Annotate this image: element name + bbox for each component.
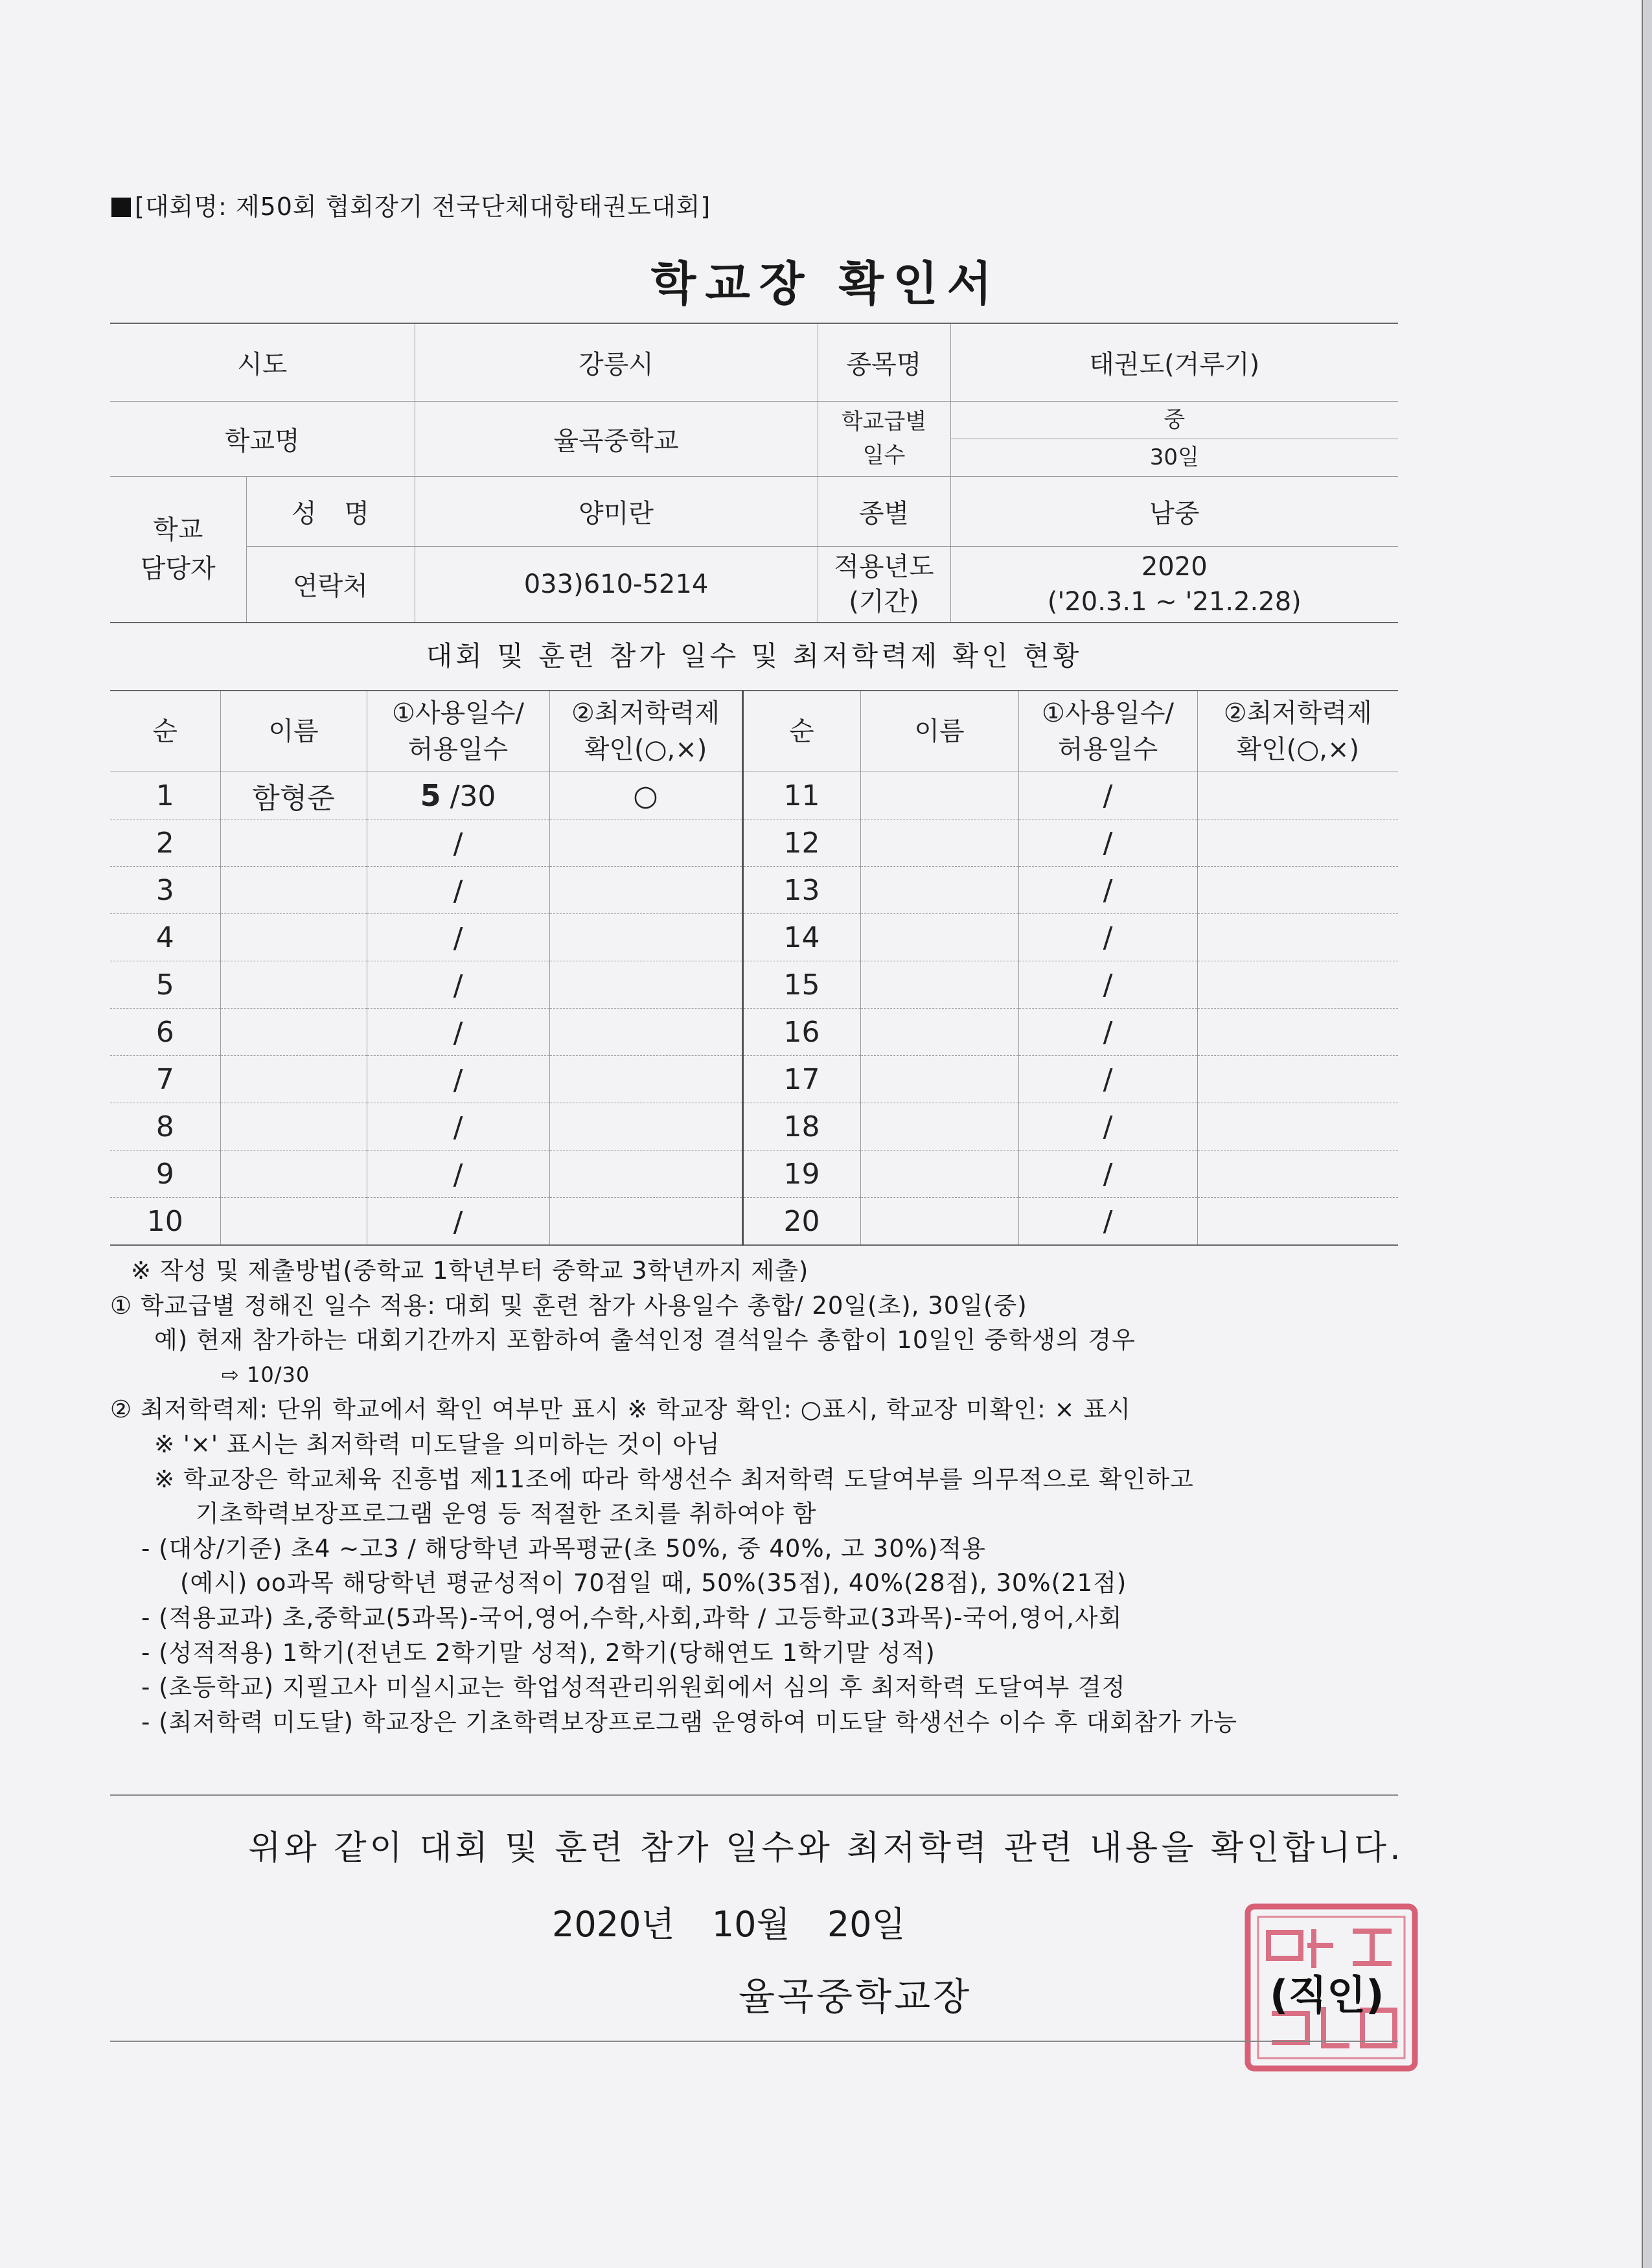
row-name-right <box>860 1009 1018 1056</box>
table-row <box>110 914 1398 961</box>
division-label: 종별 <box>818 476 950 546</box>
row-check-right <box>1197 1198 1398 1246</box>
row-days-right: / <box>1018 1103 1197 1151</box>
row-days-allowed: / <box>453 1016 463 1049</box>
table-row <box>110 1056 1398 1103</box>
sido-value: 강릉시 <box>415 323 818 401</box>
row-name: 함형준 <box>220 772 367 819</box>
row-days <box>367 1198 549 1246</box>
row-days-right: / <box>1018 1009 1197 1056</box>
row-no: 10 <box>110 1198 220 1246</box>
table-row <box>110 819 1398 867</box>
level-value: 중 <box>950 401 1398 439</box>
row-no-right: 13 <box>742 867 860 914</box>
table-row <box>110 1103 1398 1151</box>
row-name <box>220 867 367 914</box>
page-edge-line <box>1642 0 1643 2268</box>
row-days-right: / <box>1018 914 1197 961</box>
note-line: ② 최저학력제: 단위 학교에서 확인 여부만 표시 ※ 학교장 확인: ○표시, 학교장 미확인: × 표시 <box>110 1395 1131 1424</box>
row-no: 2 <box>110 819 220 867</box>
notes <box>110 1254 1406 1739</box>
seal-label: (직인) <box>1270 1971 1384 2019</box>
note-line: - (성적적용) 1학기(전년도 2학기말 성적), 2학기(당해연도 1학기말 성적) <box>141 1638 935 1667</box>
sido-label: 시도 <box>110 323 415 401</box>
row-name-right <box>860 1198 1018 1246</box>
row-name-right <box>860 1151 1018 1198</box>
row-no-right: 12 <box>742 819 860 867</box>
date-day: 20일 <box>827 1904 906 1945</box>
row-name <box>220 1151 367 1198</box>
note-line: - (초등학교) 지필고사 미실시교는 학업성적관리위원회에서 심의 후 최저학력 도달여부 결정 <box>141 1673 1126 1702</box>
row-check <box>549 1198 742 1246</box>
row-days-allowed: / <box>453 875 463 908</box>
event-name-text: [대회명: 제50회 협회장기 전국단체대항태권도대회] <box>135 192 711 221</box>
division-value: 남중 <box>950 476 1398 546</box>
table-row <box>110 772 1398 819</box>
note-line: ① 학교급별 정해진 일수 적용: 대회 및 훈련 참가 사용일수 총합/ 20일(초), 30일(중) <box>110 1291 1027 1320</box>
row-days-right: / <box>1018 867 1197 914</box>
row-days-used: 5 <box>420 778 441 813</box>
info-table <box>110 323 1398 623</box>
period-label: 적용년도 (기간) <box>818 546 950 623</box>
row-name-right <box>860 961 1018 1009</box>
row-check-right <box>1197 819 1398 867</box>
row-no: 1 <box>110 772 220 819</box>
row-name <box>220 914 367 961</box>
row-check-right <box>1197 1009 1398 1056</box>
row-no: 5 <box>110 961 220 1009</box>
section-title: 대회 및 훈련 참가 일수 및 최저학력제 확인 현황 <box>426 640 1083 672</box>
row-days-allowed: / <box>453 1158 463 1191</box>
row-check <box>549 1009 742 1056</box>
date-year: 2020년 <box>552 1904 675 1945</box>
row-check <box>549 819 742 867</box>
row-days-right: / <box>1018 1198 1197 1246</box>
row-days-right: / <box>1018 1056 1197 1103</box>
row-days <box>367 914 549 961</box>
row-days-right: / <box>1018 961 1197 1009</box>
name-label: 성 명 <box>246 476 415 546</box>
header-name: 이름 <box>220 691 367 772</box>
row-days <box>367 1009 549 1056</box>
divider <box>110 1794 1398 1796</box>
row-days-allowed: / <box>453 922 463 955</box>
note-line: 예) 현재 참가하는 대회기간까지 포함하여 출석인정 결석일수 총합이 10일인 중학생의 경우 <box>154 1326 1136 1355</box>
row-days-allowed: / <box>453 827 463 860</box>
divider <box>110 2041 1398 2042</box>
event-name <box>111 187 711 222</box>
row-no: 9 <box>110 1151 220 1198</box>
row-check-right <box>1197 867 1398 914</box>
note-line: ※ 학교장은 학교체육 진흥법 제11조에 따라 학생선수 최저학력 도달여부를 의무적으로 확인하고 <box>154 1465 1194 1493</box>
row-check-right <box>1197 914 1398 961</box>
page-title: 학교장 확인서 <box>650 257 1002 311</box>
name-value: 양미란 <box>415 476 818 546</box>
header-days-right: ①사용일수/ 허용일수 <box>1018 691 1197 772</box>
school-value: 율곡중학교 <box>415 401 818 476</box>
note-line: 기초학력보장프로그램 운영 등 적절한 조치를 취하여야 함 <box>196 1500 817 1528</box>
row-no-right: 20 <box>742 1198 860 1246</box>
header-no-right: 순 <box>742 691 860 772</box>
header-name-right: 이름 <box>860 691 1018 772</box>
row-check: ○ <box>549 772 742 819</box>
row-no-right: 14 <box>742 914 860 961</box>
row-check-right <box>1197 772 1398 819</box>
manager-label: 학교 담당자 <box>110 476 246 623</box>
note-line: ⇨ 10/30 <box>222 1362 310 1387</box>
table-row <box>110 867 1398 914</box>
header-days: ①사용일수/ 허용일수 <box>367 691 549 772</box>
row-name <box>220 819 367 867</box>
row-name-right <box>860 1056 1018 1103</box>
row-name <box>220 1103 367 1151</box>
row-name-right <box>860 772 1018 819</box>
row-days <box>367 819 549 867</box>
note-line: ※ '×' 표시는 최저학력 미도달을 의미하는 것이 아님 <box>154 1430 720 1458</box>
note-line: - (대상/기준) 초4 ~고3 / 해당학년 과목평균(초 50%, 중 40%, 고 30%)적용 <box>141 1534 986 1563</box>
row-no-right: 15 <box>742 961 860 1009</box>
header-min: ②최저학력제 확인(○,×) <box>549 691 742 772</box>
row-no-right: 19 <box>742 1151 860 1198</box>
row-no-right: 16 <box>742 1009 860 1056</box>
row-days-allowed: /30 <box>450 780 496 813</box>
row-check <box>549 1103 742 1151</box>
period-value: 2020 ('20.3.1 ~ '21.2.28) <box>950 546 1398 623</box>
row-check-right <box>1197 1103 1398 1151</box>
sport-label: 종목명 <box>818 323 950 401</box>
roster-table <box>110 690 1398 1246</box>
row-check <box>549 867 742 914</box>
row-name-right <box>860 819 1018 867</box>
sport-value: 태권도(겨루기) <box>950 323 1398 401</box>
row-no-right: 18 <box>742 1103 860 1151</box>
row-no: 6 <box>110 1009 220 1056</box>
row-name-right <box>860 1103 1018 1151</box>
row-check <box>549 961 742 1009</box>
row-name <box>220 961 367 1009</box>
row-days-right: / <box>1018 1151 1197 1198</box>
row-no-right: 17 <box>742 1056 860 1103</box>
row-days-allowed: / <box>453 1206 463 1239</box>
row-no: 3 <box>110 867 220 914</box>
row-check-right <box>1197 1151 1398 1198</box>
table-row <box>110 961 1398 1009</box>
level-label: 학교급별 일수 <box>818 401 950 476</box>
signer: 율곡중학교장 <box>739 1975 972 2019</box>
table-row <box>110 1198 1398 1246</box>
row-days-allowed: / <box>453 969 463 1002</box>
row-check-right <box>1197 1056 1398 1103</box>
row-days <box>367 1151 549 1198</box>
note-line: ※ 작성 및 제출방법(중학교 1학년부터 중학교 3학년까지 제출) <box>131 1257 809 1285</box>
header-no: 순 <box>110 691 220 772</box>
row-days <box>367 1056 549 1103</box>
row-days-allowed: / <box>453 1111 463 1144</box>
row-name <box>220 1056 367 1103</box>
note-line: (예시) oo과목 해당학년 평균성적이 70점일 때, 50%(35점), 40%(28점), 30%(21점) <box>180 1569 1127 1598</box>
square-bullet-icon <box>111 198 131 217</box>
row-days <box>367 867 549 914</box>
row-check <box>549 1151 742 1198</box>
row-check <box>549 1056 742 1103</box>
contact-label: 연락처 <box>246 546 415 623</box>
row-days-right: / <box>1018 772 1197 819</box>
row-days-allowed: / <box>453 1064 463 1097</box>
page-edge <box>1643 0 1652 2268</box>
note-line: - (적용교과) 초,중학교(5과목)-국어,영어,수학,사회,과학 / 고등학교(3과목)-국어,영어,사회 <box>141 1603 1123 1632</box>
date <box>552 1897 906 1947</box>
row-days <box>367 1103 549 1151</box>
row-days <box>367 772 549 819</box>
row-no: 8 <box>110 1103 220 1151</box>
school-label: 학교명 <box>110 401 415 476</box>
row-days <box>367 961 549 1009</box>
row-name <box>220 1009 367 1056</box>
row-name-right <box>860 867 1018 914</box>
row-check <box>549 914 742 961</box>
row-name <box>220 1198 367 1246</box>
row-no: 7 <box>110 1056 220 1103</box>
table-row <box>110 1151 1398 1198</box>
row-no: 4 <box>110 914 220 961</box>
row-name-right <box>860 914 1018 961</box>
row-no-right: 11 <box>742 772 860 819</box>
confirm-text: 위와 같이 대회 및 훈련 참가 일수와 최저학력 관련 내용을 확인합니다. <box>248 1829 1404 1868</box>
table-row <box>110 1009 1398 1056</box>
days-value: 30일 <box>950 439 1398 476</box>
roster-header <box>110 691 1398 772</box>
date-month: 10월 <box>711 1904 790 1945</box>
row-check-right <box>1197 961 1398 1009</box>
note-line: - (최저학력 미도달) 학교장은 기초학력보장프로그램 운영하여 미도달 학생선수 이수 후 대회참가 가능 <box>141 1708 1238 1736</box>
contact-value: 033)610-5214 <box>415 546 818 623</box>
row-days-right: / <box>1018 819 1197 867</box>
header-min-right: ②최저학력제 확인(○,×) <box>1197 691 1398 772</box>
